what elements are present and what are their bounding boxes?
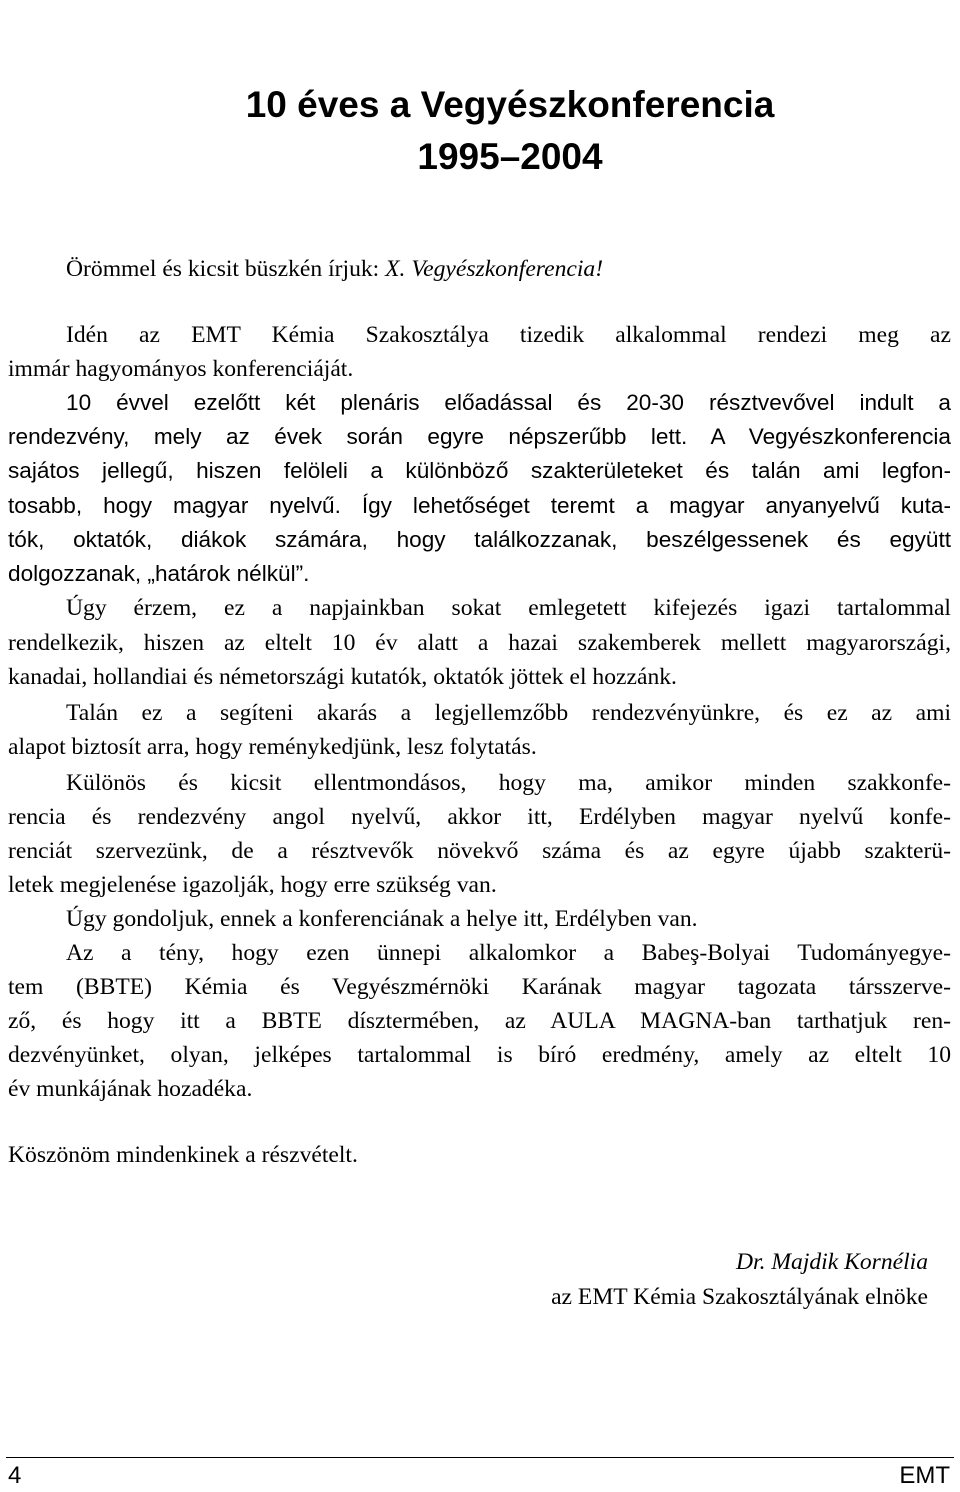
body-line: rencia és rendezvény angol nyelvű, akkor itt, Erdélyben magyar nyelvű konfe- [8, 804, 951, 830]
body-line: Úgy érzem, ez a napjainkban sokat emlegetett kifejezés igazi tartalommal [66, 595, 951, 621]
footer-divider [6, 1457, 954, 1458]
body-line: Úgy gondoljuk, ennek a konferenciának a helye itt, Erdélyben van. [66, 906, 698, 932]
body-line: kanadai, hollandiai és németországi kutatók, oktatók jöttek el hozzánk. [8, 664, 677, 690]
body-line: renciát szervezünk, de a résztvevők növekvő száma és az egyre újabb szakterü- [8, 838, 951, 864]
body-line: rendelkezik, hiszen az eltelt 10 év alatt a hazai szakemberek mellett magyarországi, [8, 630, 951, 656]
body-line: Idén az EMT Kémia Szakosztálya tizedik alkalommal rendezi meg az [66, 322, 951, 348]
title-line-1: 10 éves a Vegyészkonferencia [245, 84, 775, 125]
body-line: Az a tény, hogy ezen ünnepi alkalomkor a Babeş-Bolyai Tudományegye- [66, 940, 951, 966]
signature-name: Dr. Majdik Kornélia [735, 1249, 928, 1275]
body-line: alapot biztosít arra, hogy reménykedjünk, lesz folytatás. [8, 734, 537, 760]
body-line: rendezvény, mely az évek során egyre népszerűbb lett. A Vegyészkonferencia [8, 424, 951, 449]
body-line: tók, oktatók, diákok számára, hogy találkozzanak, beszélgessenek és együtt [8, 527, 951, 552]
body-line: Talán ez a segíteni akarás a legjellemzőbb rendezvényünkre, és ez az ami [66, 700, 951, 726]
body-line: 10 évvel ezelőtt két plenáris előadással és 20-30 résztvevővel indult a [66, 390, 951, 415]
body-line: Különös és kicsit ellentmondásos, hogy ma, amikor minden szakkonfe- [66, 770, 951, 796]
footer-publisher: EMT [899, 1462, 950, 1489]
page-number: 4 [8, 1462, 22, 1489]
body-line: tem (BBTE) Kémia és Vegyészmérnöki Karának magyar tagozata társszerve- [8, 974, 951, 1000]
body-line: immár hagyományos konferenciáját. [8, 356, 354, 382]
intro-text: Örömmel és kicsit büszkén írjuk: [66, 256, 386, 282]
title-line-2: 1995–2004 [417, 136, 603, 177]
body-line: sajátos jellegű, hiszen felöleli a különböző szakterületeket és talán ami legfon- [8, 458, 951, 483]
intro-italic: X. Vegyészkonferencia! [385, 256, 604, 282]
body-line: dolgozzanak, „határok nélkül”. [8, 561, 310, 586]
body-line: év munkájának hozadéka. [8, 1076, 253, 1102]
signature-role: az EMT Kémia Szakosztályának elnöke [551, 1284, 928, 1310]
body-line: letek megjelenése igazolják, hogy erre szükség van. [8, 872, 497, 898]
body-line: dezvényünket, olyan, jelképes tartalommal is bíró eredmény, amely az eltelt 10 [8, 1042, 951, 1068]
body-line: tosabb, hogy magyar nyelvű. Így lehetőséget teremt a magyar anyanyelvű kuta- [8, 493, 951, 518]
closing-line: Köszönöm mindenkinek a részvételt. [8, 1142, 358, 1168]
intro-line [66, 252, 951, 286]
body-line: ző, és hogy itt a BBTE dísztermében, az AULA MAGNA-ban tarthatjuk ren- [8, 1008, 951, 1034]
